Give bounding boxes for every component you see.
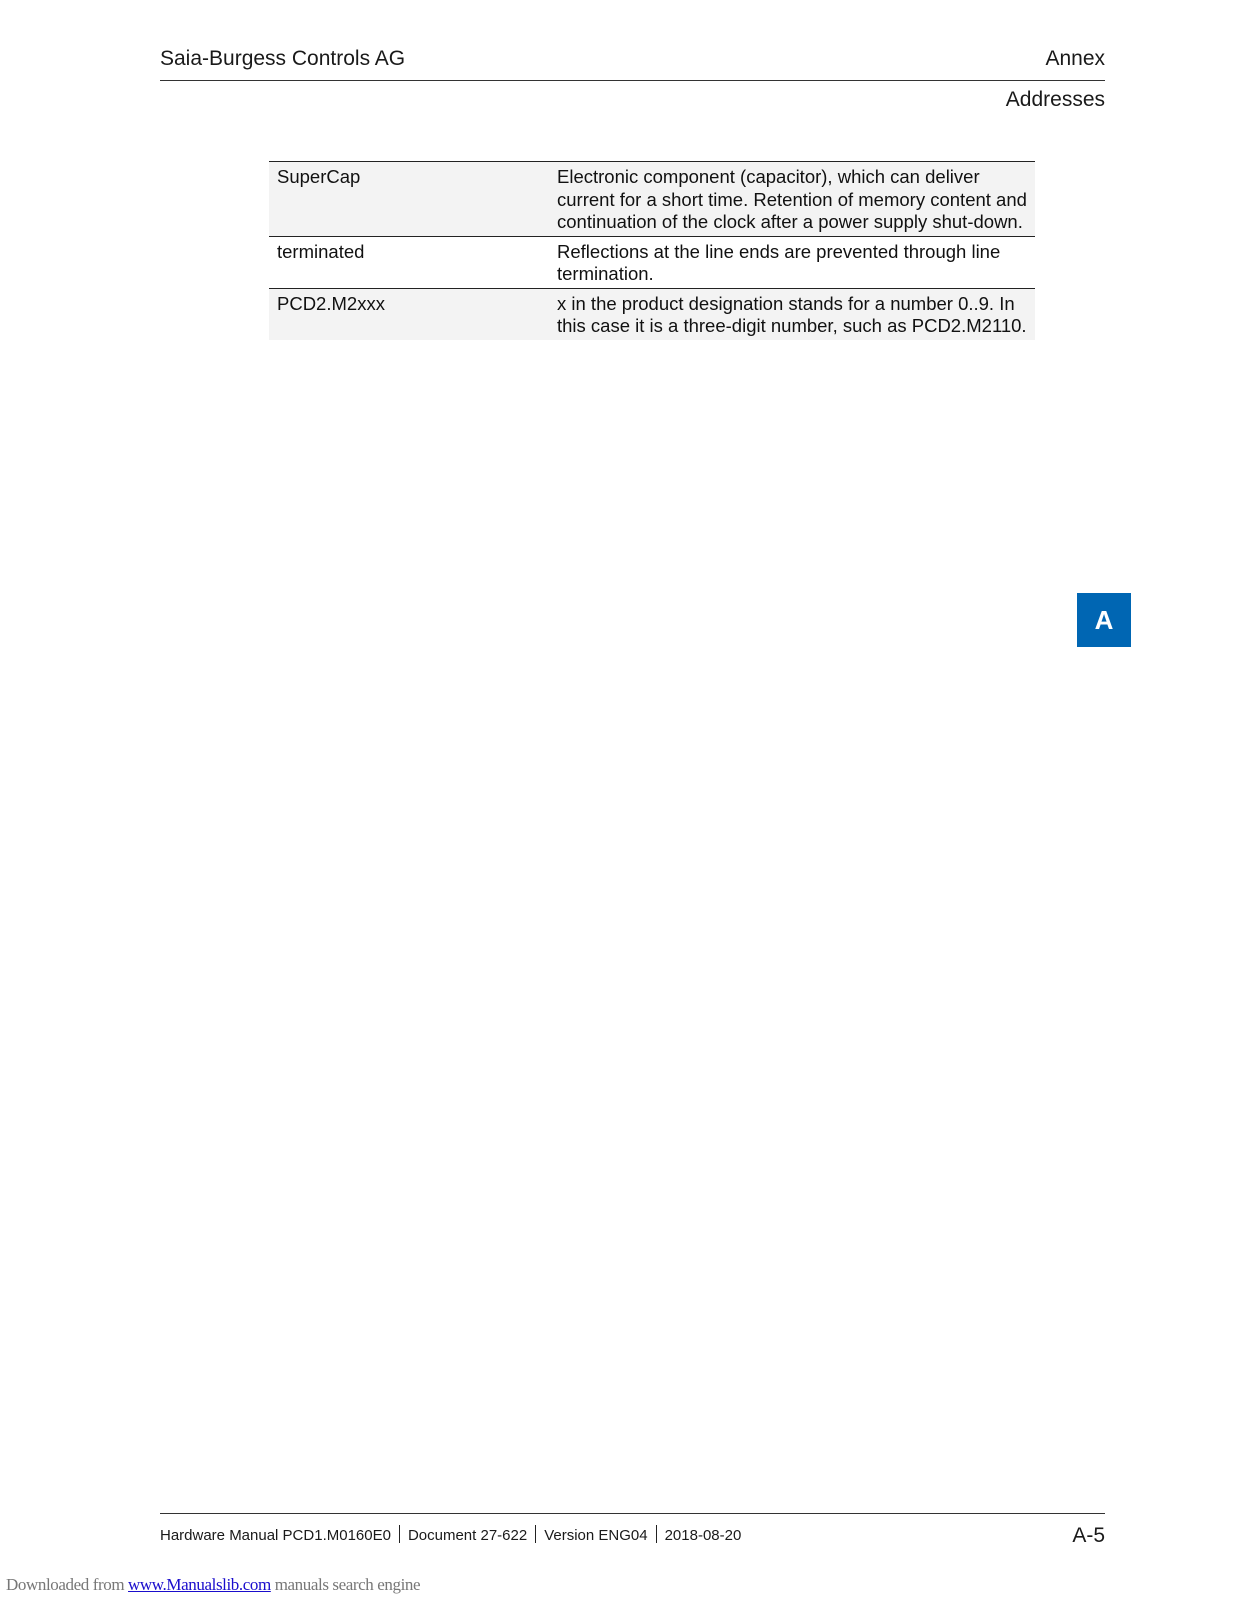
glossary-term: SuperCap (277, 166, 361, 187)
footer-separator (535, 1525, 536, 1543)
header-company-name: Saia-Burgess Controls AG (160, 47, 406, 70)
header-chapter-title: Annex (1045, 47, 1105, 70)
footer-separator (399, 1525, 400, 1543)
footer-manual: Hardware Manual PCD1.M0160E0 (160, 1527, 391, 1544)
table-row (269, 236, 1035, 288)
glossary-definition: Electronic component (capacitor), which can deliver current for a short time. Retention of memory content and continuation of the clock after a power supply shut-down. (557, 166, 1027, 232)
footer-date: 2018-08-20 (664, 1527, 742, 1544)
header-divider (160, 80, 1105, 81)
chapter-tab-marker: A (1077, 593, 1131, 647)
table-row (269, 288, 1035, 340)
footer-document-number: Document 27-622 (407, 1527, 528, 1544)
glossary-term: terminated (277, 240, 365, 262)
footer-document-info (160, 1525, 741, 1546)
glossary-definition: Reflections at the line ends are prevented through line termination. (557, 240, 1001, 284)
glossary-table (269, 161, 1035, 340)
header-section-title: Addresses (1005, 88, 1105, 111)
glossary-definition: x in the product designation stands for a number 0..9. In this case it is a three-digit number, such as PCD2.M2110. (557, 292, 1027, 336)
watermark-suffix: manuals search engine (274, 1575, 421, 1594)
footer-version: Version ENG04 (544, 1527, 648, 1544)
page-number: A-5 (1072, 1524, 1105, 1547)
table-row (269, 162, 1035, 237)
watermark-prefix: Downloaded from (6, 1575, 125, 1594)
watermark-link[interactable]: www.Manualslib.com (128, 1575, 271, 1594)
glossary-term: PCD2.M2xxx (277, 292, 385, 314)
footer-separator (656, 1525, 657, 1543)
footer-divider (160, 1513, 1105, 1514)
download-watermark (6, 1575, 420, 1595)
